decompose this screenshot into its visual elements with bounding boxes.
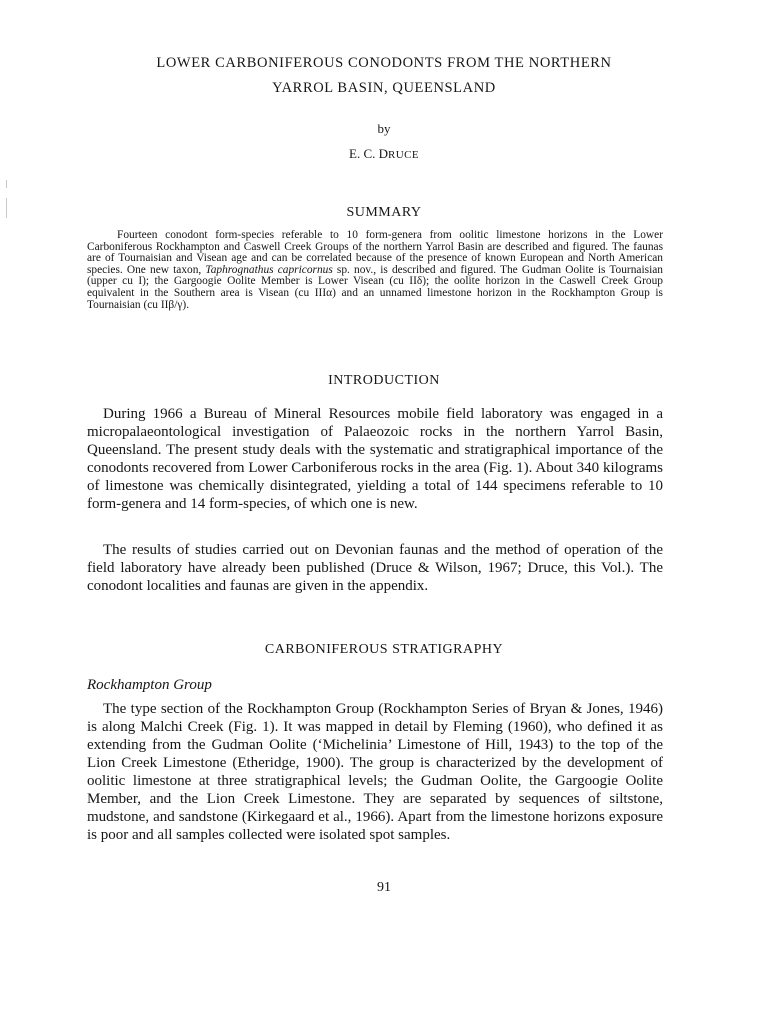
rockhampton-group-subheading: Rockhampton Group: [87, 677, 212, 693]
author-name: [0, 146, 768, 162]
summary-text-part-2: sp. nov., is described and figured. The Gudman Oolite is Tournaisian (upper cu I); the Gargoogie Oolite Member is Lower Visean (cu IIδ); the oolite horizon in the Caswell Creek Group equivalent in the Southern area is Visean (cu IIIα) and an unnamed limestone horizon in the Rockhampton Group is Tournaisian (cu IIβ/γ).: [87, 263, 663, 311]
summary-text: [87, 230, 663, 311]
paper-title-line-2: YARROL BASIN, QUEENSLAND: [272, 80, 496, 96]
taxon-name: Taphrognathus capricornus: [205, 263, 333, 276]
page-number: 91: [377, 880, 391, 895]
introduction-paragraph-2-text: The results of studies carried out on Devonian faunas and the method of operation of the field laboratory have already been published (Druce & Wilson, 1967; Druce, this Vol.). The conodont localities and faunas are given in the appendix.: [87, 542, 663, 594]
margin-scan-mark: [6, 180, 7, 188]
stratigraphy-heading: CARBONIFEROUS STRATIGRAPHY: [264, 642, 504, 657]
summary-text-part-1: Fourteen conodont form-species referable to 10 form-genera from oolitic limestone horizons in the Lower Carboniferous Rockhampton and Caswell Creek Groups of the northern Yarrol Basin are described and figured. The faunas are of Tournaisian and Visean age and can be correlated because of the presence of known European and North American species. One new taxon,: [87, 229, 663, 276]
author-initials: E. C. D: [349, 146, 389, 161]
introduction-paragraph-1-text: During 1966 a Bureau of Mineral Resources mobile field laboratory was engaged in a micropalaeontological investigation of Palaeozoic rocks in the northern Yarrol Basin, Queensland. The present study deals with the systematic and stratigraphical importance of the conodonts recovered from Lower Carboniferous rocks in the area (Fig. 1). About 340 kilograms of limestone was chemically disintegrated, yielding a total of 144 specimens referable to 10 form-genera and 14 form-species, of which one is new.: [87, 406, 663, 512]
introduction-heading: INTRODUCTION: [328, 373, 440, 388]
author-surname: RUCE: [388, 149, 419, 161]
stratigraphy-paragraph-1-text: The type section of the Rockhampton Group (Rockhampton Series of Bryan & Jones, 1946) is along Malchi Creek (Fig. 1). It was mapped in detail by Fleming (1960), who defined it as extending from the Gudman Oolite (‘Michelinia’ Limestone of Hill, 1943) to the top of the Lion Creek Limestone (Etheridge, 1900). The group is characterized by the development of oolitic limestone at three stratigraphical levels; the Gudman Oolite, the Gargoogie Oolite Member, and the Lion Creek Limestone. They are separated by sequences of siltstone, mudstone, and sandstone (Kirkegaard et al., 1966). Apart from the limestone horizons exposure is poor and all samples collected were isolated spot samples.: [87, 701, 663, 843]
introduction-paragraph-2: [87, 541, 663, 595]
stratigraphy-paragraph-1: [87, 700, 663, 844]
paper-title-line-1: LOWER CARBONIFEROUS CONODONTS FROM THE NORTHERN: [156, 55, 612, 71]
summary-heading: SUMMARY: [346, 205, 422, 220]
byline: by: [377, 121, 391, 136]
introduction-paragraph-1: [87, 405, 663, 513]
